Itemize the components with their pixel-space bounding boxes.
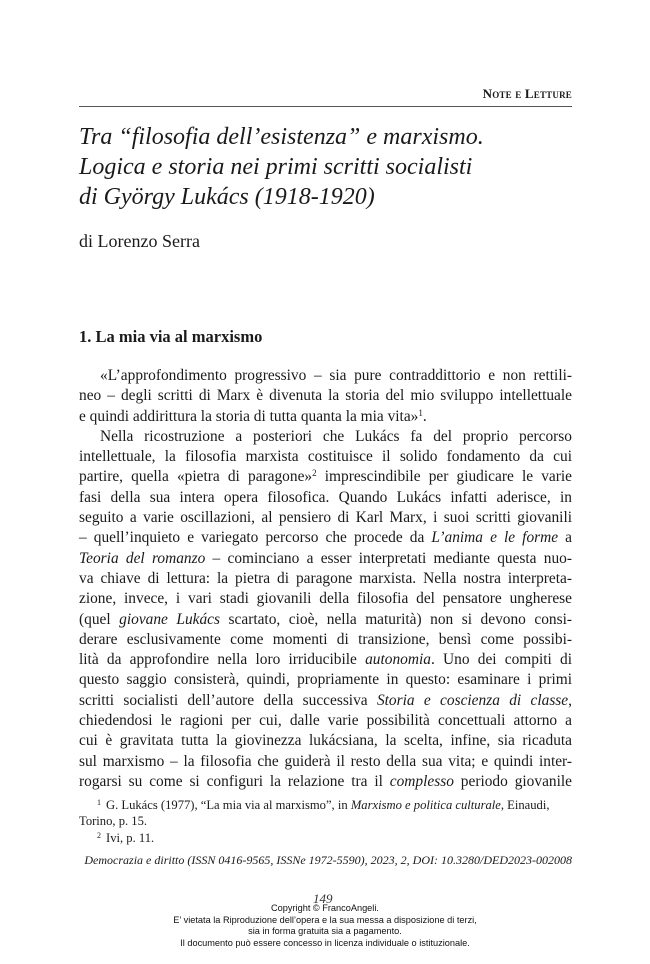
copyright-line: E’ vietata la Riproduzione dell’opera e la sua messa a disposizione di terzi, — [173, 914, 477, 925]
text-line: chiedendosi le ragioni per cui, dalle varie possibilità concettuali attorno a — [79, 712, 572, 730]
footnote-1: $^1$ G. Lukács (1977), “La mia via al marxismo”, in Marxismo e politica culturale, Einaudi, — [97, 798, 550, 812]
text-line: va chiave di lettura: la pietra di paragone marxista. Nella nostra interpreta- — [79, 569, 572, 587]
footnote-ref-1[interactable]: 1 — [418, 407, 423, 418]
title-line-1: Tra “filosofia dell’esistenza” e marxismo. — [79, 124, 484, 150]
text-line: intellettuale, la filosofia marxista costituisce il solido fondamento da cui — [79, 448, 572, 466]
text-line: scritti socialisti dell’autore della successiva Storia e coscienza di classe, — [79, 691, 572, 709]
text-line: cui è gravitata tutta la giovinezza lukácsiana, la scelta, infine, sia ricaduta — [79, 732, 572, 750]
title-line-3: di György Lukács (1918-1920) — [79, 184, 375, 210]
text-line: lità da approfondire nella loro irriducibile autonomia. Uno dei compiti di — [79, 651, 572, 669]
text-line: rogarsi su come si configuri la relazione tra il complesso periodo giovanile — [79, 772, 572, 790]
text-line: questo saggio consisterà, quindi, propriamente in questo: esaminare i primi — [79, 671, 572, 689]
footnote-2: $^2$ Ivi, p. 11. — [97, 830, 155, 845]
text-line: fasi della sua intera opera filosofica. Quando Lukács infatti aderisce, in — [79, 488, 572, 506]
title-line-2: Logica e storia nei primi scritti socialisti — [79, 154, 473, 180]
text-line: Teoria del romanzo – cominciano a esser interpretati mediante questa nuo- — [79, 549, 572, 567]
body-text — [79, 366, 572, 792]
text-line: zione, invece, i vari stadi giovanili della filosofia del pensatore ungherese — [79, 590, 572, 608]
journal-citation: Democrazia e diritto (ISSN 0416-9565, ISSNe 1972-5590), 2023, 2, DOI: 10.3280/DED2023-002008 — [84, 853, 572, 867]
text-line: Nella ricostruzione a posteriori che Lukács fa del proprio percorso — [100, 427, 572, 445]
header-rule — [79, 106, 572, 107]
text-line: sul marxismo – la filosofia che guiderà il resto della sua vita; e quindi inter- — [79, 752, 572, 770]
text-line: e quindi addirittura la storia di tutta quanta la mia vita»$^1$. — [79, 407, 427, 425]
running-head: Note e Letture — [482, 86, 572, 101]
section-heading: 1. La mia via al marxismo — [79, 327, 263, 346]
text-line: partire, quella «pietra di paragone»$^2$ imprescindibile per giudicare le varie — [79, 468, 572, 486]
copyright-line: sia in forma gratuita sia a pagamento. — [248, 926, 402, 936]
author-byline: di Lorenzo Serra — [79, 231, 200, 251]
copyright-line: Il documento può essere concesso in licenza individuale o istituzionale. — [180, 937, 470, 948]
paragraph-2 — [79, 427, 572, 792]
text-line: (quel giovane Lukács scartato, cioè, nella maturità) non si devono consi- — [79, 610, 572, 628]
text-line: «L’approfondimento progressivo – sia pure contraddittorio e non rettili- — [100, 367, 572, 384]
footnotes — [79, 797, 572, 846]
text-line: derare esclusivamente come momenti di transizione, bensì come possibi- — [79, 630, 572, 648]
footnote-1-continuation: Torino, p. 15. — [79, 814, 148, 829]
footnote-mark: 1 — [97, 798, 101, 807]
article-title — [79, 122, 579, 212]
footnote-mark: 2 — [97, 830, 101, 840]
copyright-line: Copyright © FrancoAngeli. — [271, 903, 379, 913]
paragraph-1 — [79, 366, 572, 427]
page-number: 149 — [313, 891, 333, 906]
footnote-ref-2[interactable]: 2 — [312, 468, 317, 479]
copyright-notice — [0, 903, 650, 949]
text-line: neo – degli scritti di Marx è divenuta la storia del mio sviluppo intellettuale — [79, 387, 572, 405]
text-line: seguito a varie oscillazioni, al pensiero di Karl Marx, i suoi scritti giovanili — [79, 509, 572, 527]
text-line: – quell’inquieto e variegato percorso che procede da L’anima e le forme a — [79, 529, 573, 547]
